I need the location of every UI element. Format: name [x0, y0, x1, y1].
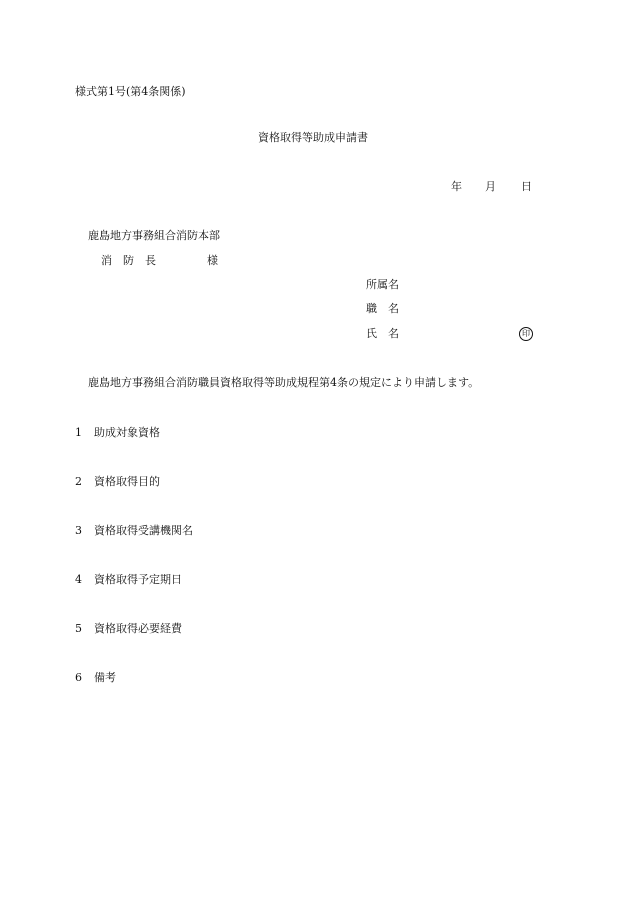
item-4-number: 4	[75, 573, 82, 586]
item-5-number: 5	[75, 622, 82, 635]
affiliation-label: 所属名	[366, 278, 399, 291]
date-year-label: 年	[451, 180, 462, 193]
date-day-label: 日	[521, 180, 532, 193]
application-statement: 鹿島地方事務組合消防職員資格取得等助成規程第4条の規定により申請します。	[88, 376, 480, 389]
item-5-label: 資格取得必要経費	[94, 622, 182, 635]
item-3-number: 3	[75, 524, 82, 537]
seal-icon: 印	[519, 327, 533, 341]
item-2-number: 2	[75, 475, 82, 488]
item-1-label: 助成対象資格	[94, 426, 160, 439]
item-6-number: 6	[75, 671, 82, 684]
addressee-honorific: 様	[207, 254, 218, 267]
form-number-label: 様式第1号(第4条関係)	[75, 85, 186, 98]
name-label: 氏 名	[366, 327, 399, 340]
addressee-title: 消 防 長	[101, 254, 156, 267]
item-4-label: 資格取得予定期日	[94, 573, 182, 586]
date-month-label: 月	[485, 180, 496, 193]
item-2-label: 資格取得目的	[94, 475, 160, 488]
item-1-number: 1	[75, 426, 82, 439]
addressee-organization: 鹿島地方事務組合消防本部	[88, 229, 220, 242]
document-title: 資格取得等助成申請書	[258, 131, 368, 144]
item-3-label: 資格取得受講機関名	[94, 524, 193, 537]
position-label: 職 名	[366, 302, 399, 315]
item-6-label: 備考	[94, 671, 116, 684]
